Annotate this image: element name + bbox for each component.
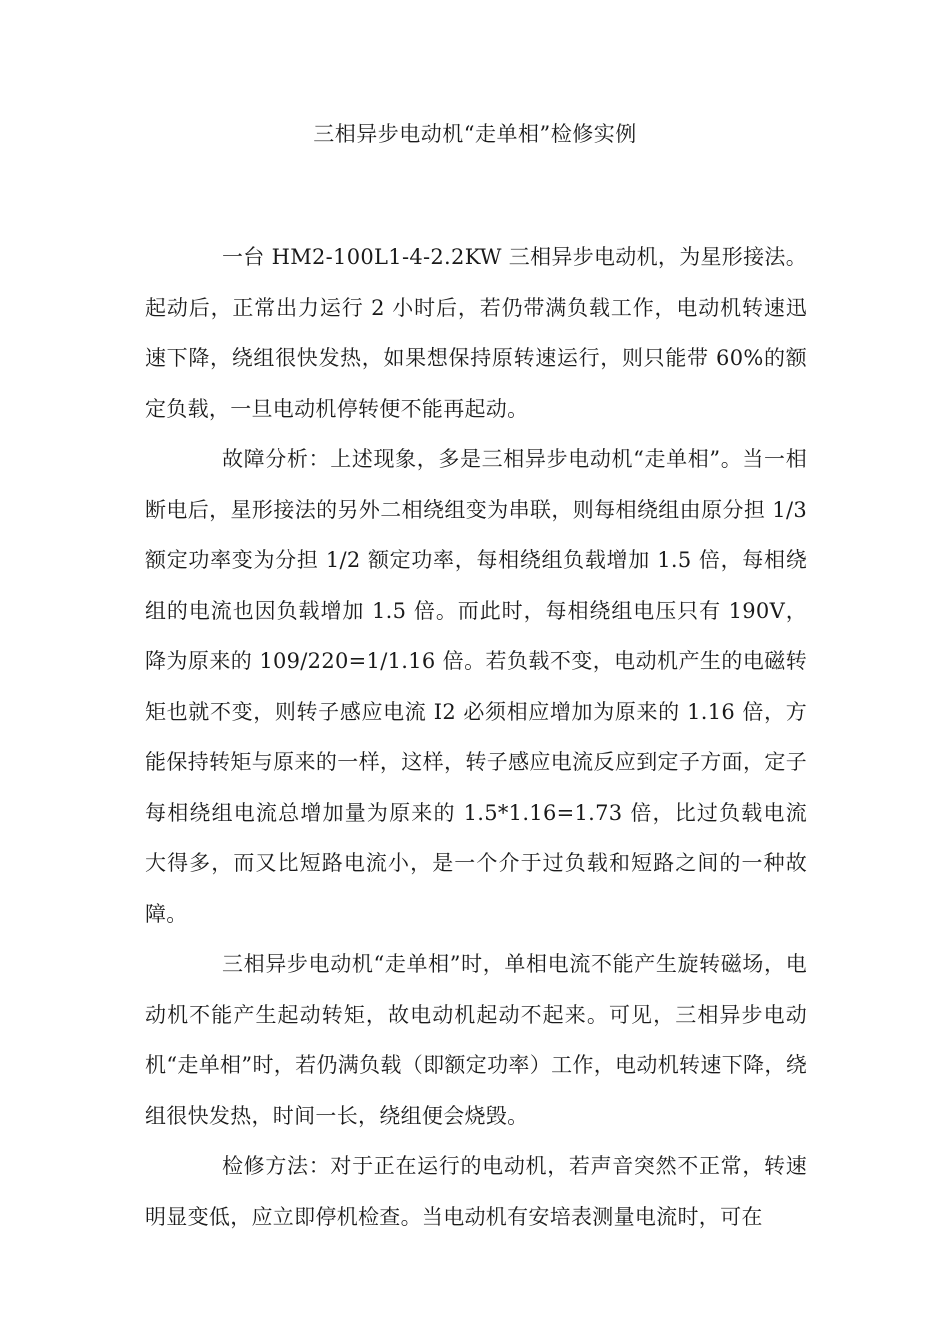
paragraph-repair-method: 检修方法：对于正在运行的电动机，若声音突然不正常，转速明显变低，应立即停机检查。当电动机有安培表测量电流时，可在	[145, 1154, 807, 1229]
paragraph-fault-analysis: 故障分析：上述现象，多是三相异步电动机“走单相”。当一相断电后，星形接法的另外二相绕组变为串联，则每相绕组由原分担 1/3 额定功率变为分担 1/2 额定功率，每相绕组负载增加 1.5 倍，每相绕组的电流也因负载增加 1.5 倍。而此时，每相绕组电压只有 190V，降为原来的 109/220=1/1.16 倍。若负载不变，电动机产生的电磁转矩也就不变，则转子感应电流 I2 必须相应增加为原来的 1.16 倍，方能保持转矩与原来的一样，这样，转子感应电流反应到定子方面，定子每相绕组电流总增加量为原来的 1.5*1.16=1.73 倍，比过负载电流大得多，而又比短路电流小，是一个介于过负载和短路之间的一种故障。	[145, 447, 807, 926]
paragraph-single-phase-effect: 三相异步电动机“走单相”时，单相电流不能产生旋转磁场，电动机不能产生起动转矩，故电动机起动不起来。可见，三相异步电动机“走单相”时，若仍满负载（即额定功率）工作，电动机转速下降，绕组很快发热，时间一长，绕组便会烧毁。	[145, 952, 807, 1128]
document-body	[145, 232, 807, 1242]
document-title: 三相异步电动机“走单相”检修实例	[313, 122, 637, 146]
paragraph-symptom: 一台 HM2-100L1-4-2.2KW 三相异步电动机，为星形接法。起动后，正常出力运行 2 小时后，若仍带满负载工作，电动机转速迅速下降，绕组很快发热，如果想保持原转速运行，则只能带 60%的额定负载，一旦电动机停转便不能再起动。	[145, 245, 807, 421]
